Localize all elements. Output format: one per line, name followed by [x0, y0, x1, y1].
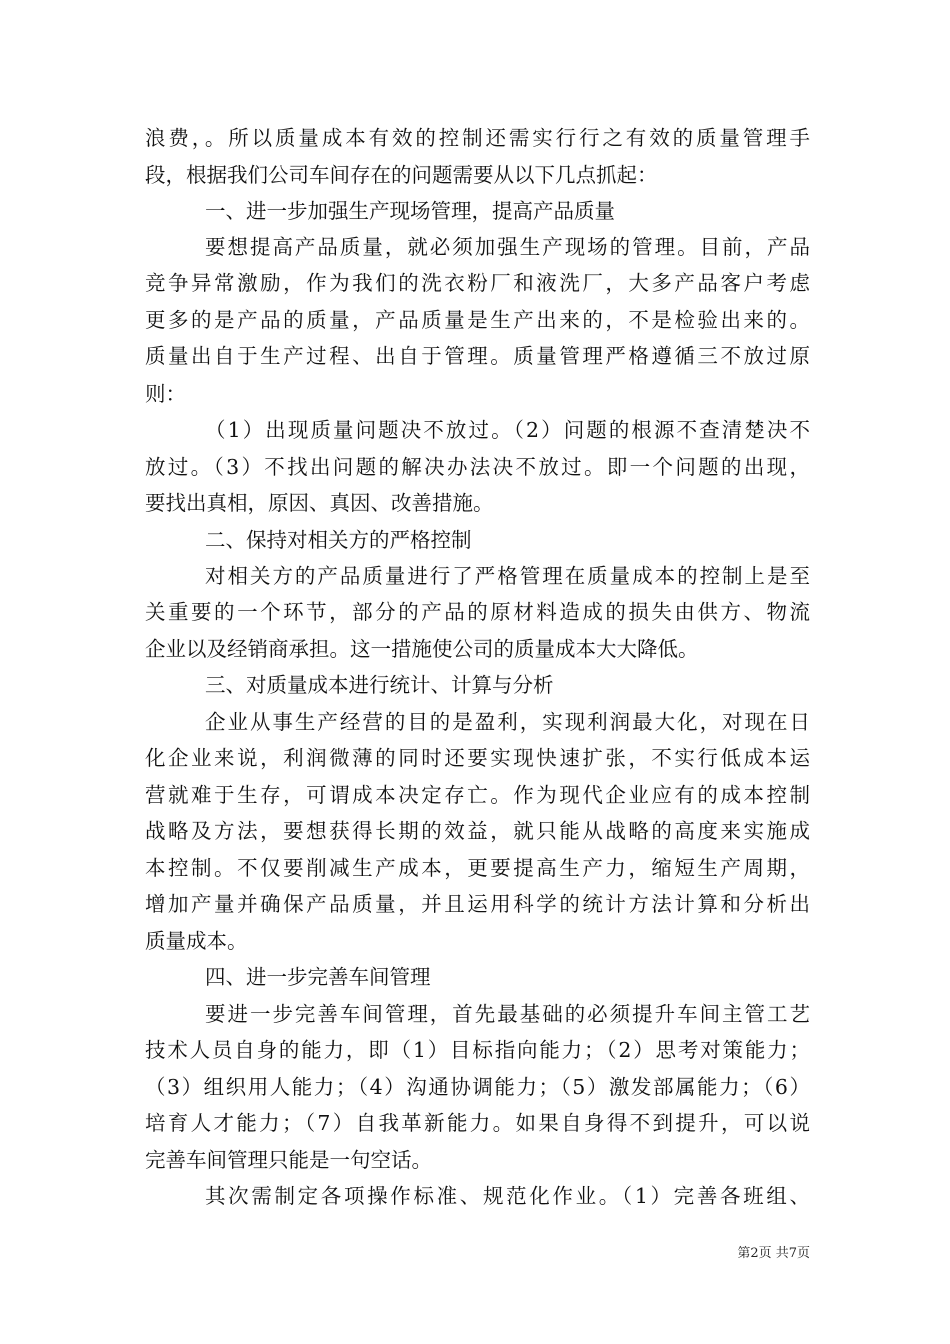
text-line: 要找出真相，原因、真因、改善措施。 — [145, 491, 494, 515]
text-line: 技术人员自身的能力，即（1）目标指向能力；（2）思考对策能力； — [145, 1038, 810, 1062]
text-line: 企业以及经销商承担。这一措施使公司的质量成本大大降低。 — [145, 637, 699, 661]
text-line: 营就难于生存，可谓成本决定存亡。作为现代企业应有的成本控制 — [145, 783, 810, 807]
text-line: 化企业来说，利润微薄的同时还要实现快速扩张，不实行低成本运 — [145, 746, 810, 770]
text-line: 竞争异常激励，作为我们的洗衣粉厂和液洗厂，大多产品客户考虑 — [145, 271, 810, 295]
section-heading: 三、对质量成本进行统计、计算与分析 — [205, 673, 554, 697]
text-line: （3）组织用人能力；（4）沟通协调能力；（5）激发部属能力；（6） — [145, 1075, 810, 1099]
text-line: （1）出现质量问题决不放过。（2）问题的根源不查清楚决不 — [205, 418, 810, 442]
text-line: 放过。（3）不找出问题的解决办法决不放过。即一个问题的出现， — [145, 455, 810, 479]
text-line: 培育人才能力；（7）自我革新能力。如果自身得不到提升，可以说 — [145, 1111, 810, 1135]
text-line: 企业从事生产经营的目的是盈利，实现利润最大化，对现在日 — [205, 710, 810, 734]
text-line: 要想提高产品质量，就必须加强生产现场的管理。目前，产品 — [205, 235, 810, 259]
text-line: 质量出自于生产过程、出自于管理。质量管理严格遵循三不放过原 — [145, 344, 810, 368]
page-number: 第2页 共7页 — [737, 1246, 810, 1261]
text-line: 浪费，。所以质量成本有效的控制还需实行行之有效的质量管理手 — [145, 126, 810, 150]
text-line: 则： — [145, 382, 186, 406]
text-line: 要进一步完善车间管理，首先最基础的必须提升车间主管工艺 — [205, 1002, 810, 1026]
section-heading: 二、保持对相关方的严格控制 — [205, 528, 472, 552]
text-line: 战略及方法，要想获得长期的效益，就只能从战略的高度来实施成 — [145, 819, 810, 843]
text-line: 关重要的一个环节，部分的产品的原材料造成的损失由供方、物流 — [145, 600, 810, 624]
section-heading: 一、进一步加强生产现场管理，提高产品质量 — [205, 199, 615, 223]
text-line: 增加产量并确保产品质量，并且运用科学的统计方法计算和分析出 — [145, 892, 810, 916]
text-line: 质量成本。 — [145, 929, 248, 953]
text-line: 完善车间管理只能是一句空话。 — [145, 1148, 432, 1172]
text-line: 更多的是产品的质量，产品质量是生产出来的，不是检验出来的。 — [145, 308, 810, 332]
text-line: 段，根据我们公司车间存在的问题需要从以下几点抓起： — [145, 163, 658, 187]
text-line: 对相关方的产品质量进行了严格管理在质量成本的控制上是至 — [205, 564, 810, 588]
text-line: 其次需制定各项操作标准、规范化作业。（1）完善各班组、 — [205, 1184, 810, 1208]
section-heading: 四、进一步完善车间管理 — [205, 965, 431, 989]
text-line: 本控制。不仅要削减生产成本，更要提高生产力，缩短生产周期， — [145, 856, 810, 880]
